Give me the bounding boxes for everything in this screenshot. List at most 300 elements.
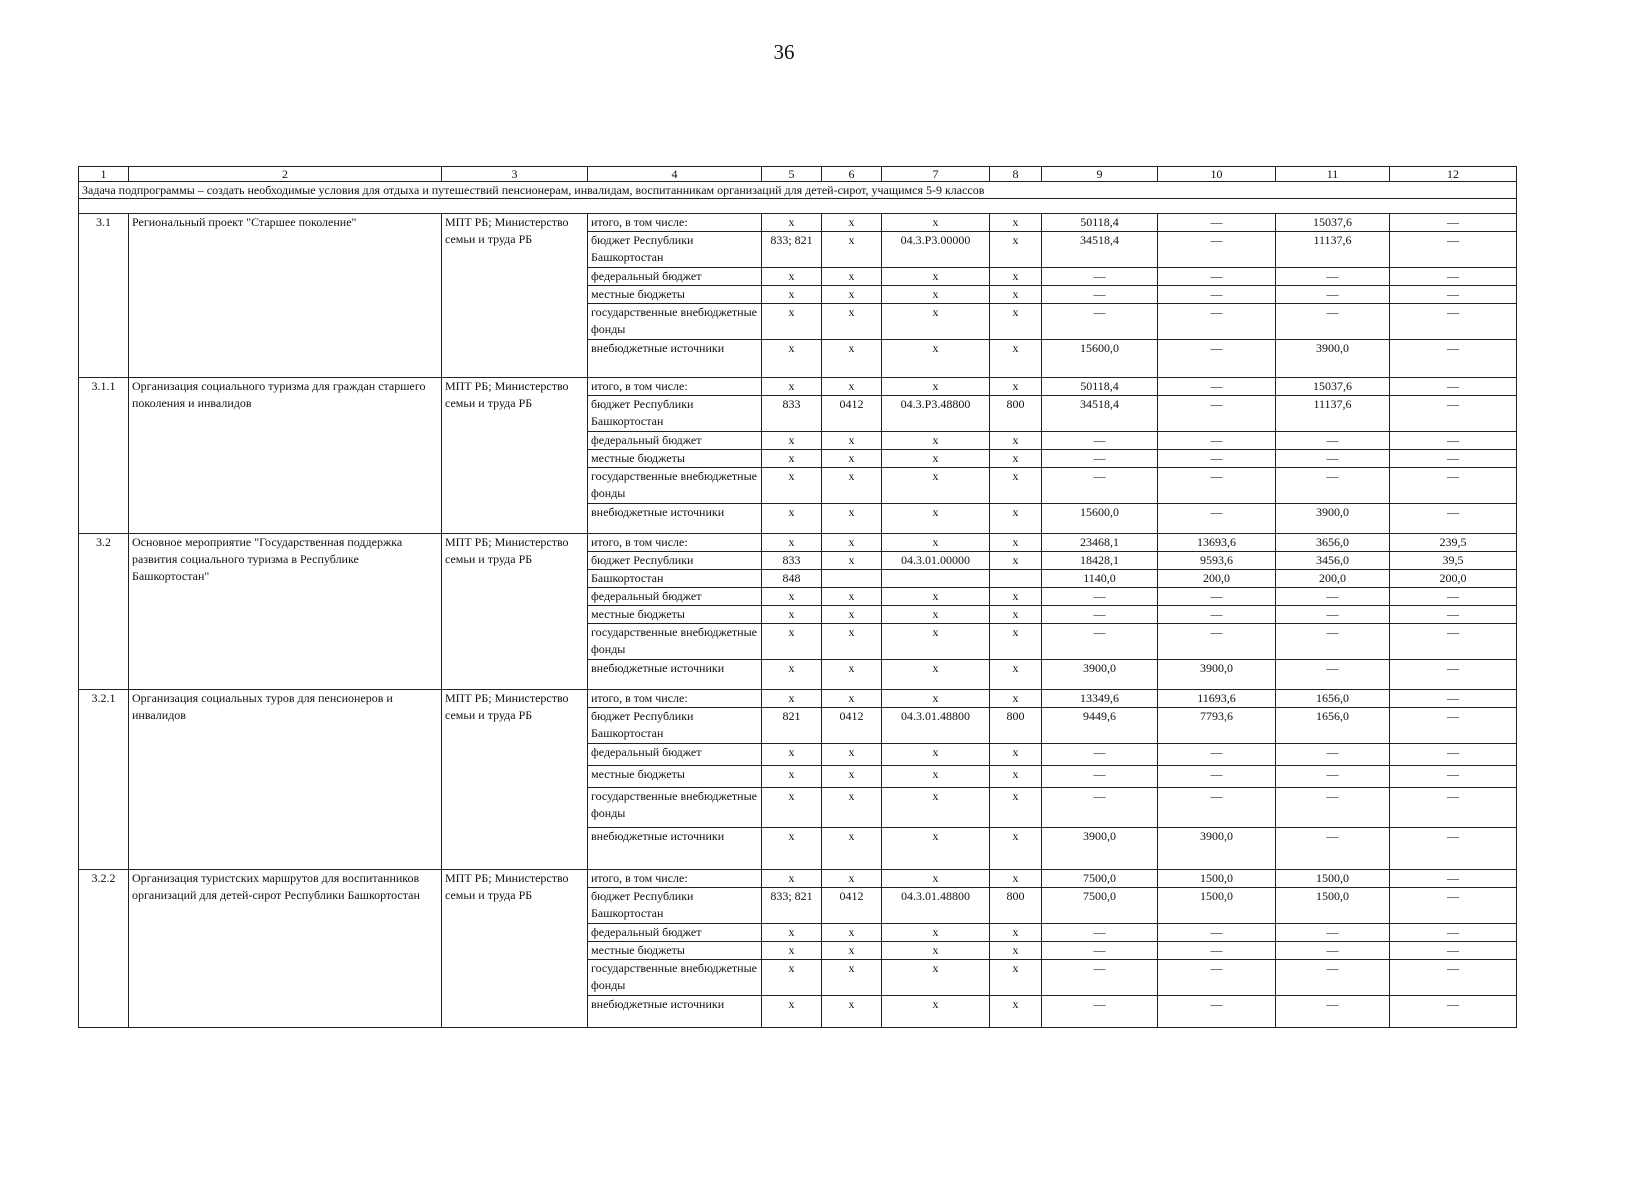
value-10: — xyxy=(1158,766,1276,788)
code-5: x xyxy=(762,942,822,960)
value-9: — xyxy=(1042,268,1158,286)
code-5: 821 xyxy=(762,708,822,744)
value-10: — xyxy=(1158,606,1276,624)
value-12: — xyxy=(1390,340,1517,378)
value-9: — xyxy=(1042,304,1158,340)
code-5: x xyxy=(762,870,822,888)
column-header: 1 xyxy=(79,167,129,182)
code-6: x xyxy=(822,690,882,708)
value-9: — xyxy=(1042,606,1158,624)
program-table xyxy=(78,166,1517,1028)
column-header: 9 xyxy=(1042,167,1158,182)
code-7: x xyxy=(882,744,990,766)
code-6: 0412 xyxy=(822,708,882,744)
code-7: x xyxy=(882,468,990,504)
value-12: — xyxy=(1390,888,1517,924)
value-10: 3900,0 xyxy=(1158,828,1276,870)
value-12: — xyxy=(1390,588,1517,606)
code-5: x xyxy=(762,960,822,996)
code-7: x xyxy=(882,690,990,708)
code-8: x xyxy=(990,766,1042,788)
value-12: — xyxy=(1390,606,1517,624)
funding-source: итого, в том числе: xyxy=(588,378,762,396)
value-10: — xyxy=(1158,432,1276,450)
value-12: — xyxy=(1390,924,1517,942)
code-8: x xyxy=(990,340,1042,378)
value-9: — xyxy=(1042,588,1158,606)
funding-source: государственные внебюджетные фонды xyxy=(588,960,762,996)
code-5: x xyxy=(762,588,822,606)
value-10: 200,0 xyxy=(1158,570,1276,588)
code-7: x xyxy=(882,828,990,870)
value-10: — xyxy=(1158,924,1276,942)
code-7: x xyxy=(882,660,990,690)
value-11: 3656,0 xyxy=(1276,534,1390,552)
code-5: x xyxy=(762,432,822,450)
code-8: x xyxy=(990,924,1042,942)
code-5: 833 xyxy=(762,552,822,570)
code-6: 0412 xyxy=(822,396,882,432)
section-name: Региональный проект "Старшее поколение" xyxy=(129,214,442,378)
value-10: 11693,6 xyxy=(1158,690,1276,708)
code-8: x xyxy=(990,432,1042,450)
value-9: — xyxy=(1042,960,1158,996)
value-9: — xyxy=(1042,624,1158,660)
code-5: x xyxy=(762,606,822,624)
value-12: — xyxy=(1390,268,1517,286)
value-12: — xyxy=(1390,660,1517,690)
code-5: x xyxy=(762,766,822,788)
value-12: — xyxy=(1390,996,1517,1028)
value-12: 39,5 xyxy=(1390,552,1517,570)
code-5: x xyxy=(762,268,822,286)
code-8: x xyxy=(990,534,1042,552)
code-8: x xyxy=(990,606,1042,624)
value-12: — xyxy=(1390,942,1517,960)
column-number-row xyxy=(79,167,1517,182)
code-5: x xyxy=(762,788,822,828)
funding-source: местные бюджеты xyxy=(588,606,762,624)
code-5: x xyxy=(762,340,822,378)
value-11: 11137,6 xyxy=(1276,232,1390,268)
code-6: x xyxy=(822,534,882,552)
value-11: 1656,0 xyxy=(1276,708,1390,744)
funding-source: государственные внебюджетные фонды xyxy=(588,468,762,504)
value-9: — xyxy=(1042,744,1158,766)
value-10: — xyxy=(1158,232,1276,268)
code-6: x xyxy=(822,340,882,378)
value-11: 15037,6 xyxy=(1276,378,1390,396)
value-11: — xyxy=(1276,304,1390,340)
value-10: 1500,0 xyxy=(1158,888,1276,924)
value-11: 1500,0 xyxy=(1276,870,1390,888)
code-7: x xyxy=(882,450,990,468)
task-text: Задача подпрограммы – создать необходимые условия для отдыха и путешествий пенсионерам, инвалидам, воспитанникам организаций для детей-сирот, учащимся 5-9 классов xyxy=(79,182,1517,199)
code-7: x xyxy=(882,942,990,960)
section-number: 3.1.1 xyxy=(79,378,129,534)
code-5: 833; 821 xyxy=(762,232,822,268)
funding-source: внебюджетные источники xyxy=(588,504,762,534)
code-6: x xyxy=(822,232,882,268)
value-12: — xyxy=(1390,378,1517,396)
funding-source: итого, в том числе: xyxy=(588,690,762,708)
code-8: x xyxy=(990,942,1042,960)
value-12: — xyxy=(1390,214,1517,232)
value-10: — xyxy=(1158,996,1276,1028)
code-8: x xyxy=(990,624,1042,660)
code-6: x xyxy=(822,606,882,624)
section-name: Организация социального туризма для граждан старшего поколения и инвалидов xyxy=(129,378,442,534)
code-5: x xyxy=(762,660,822,690)
code-5: x xyxy=(762,690,822,708)
value-11: — xyxy=(1276,624,1390,660)
value-9: 15600,0 xyxy=(1042,504,1158,534)
funding-source: итого, в том числе: xyxy=(588,534,762,552)
column-header: 5 xyxy=(762,167,822,182)
value-11: 3456,0 xyxy=(1276,552,1390,570)
code-6: x xyxy=(822,942,882,960)
value-12: — xyxy=(1390,468,1517,504)
code-8: x xyxy=(990,690,1042,708)
value-11: — xyxy=(1276,788,1390,828)
funding-source: итого, в том числе: xyxy=(588,214,762,232)
code-8: x xyxy=(990,286,1042,304)
code-6: x xyxy=(822,504,882,534)
value-10: — xyxy=(1158,960,1276,996)
value-11: — xyxy=(1276,960,1390,996)
value-11: 3900,0 xyxy=(1276,340,1390,378)
column-header: 2 xyxy=(129,167,442,182)
section-number: 3.2.1 xyxy=(79,690,129,870)
code-6: x xyxy=(822,924,882,942)
section-executor: МПТ РБ; Министерство семьи и труда РБ xyxy=(442,214,588,378)
code-6: x xyxy=(822,468,882,504)
code-7: x xyxy=(882,766,990,788)
code-7: x xyxy=(882,924,990,942)
value-10: — xyxy=(1158,942,1276,960)
funding-source: внебюджетные источники xyxy=(588,996,762,1028)
funding-source: внебюджетные источники xyxy=(588,340,762,378)
code-7 xyxy=(882,570,990,588)
value-9: 3900,0 xyxy=(1042,660,1158,690)
value-12: — xyxy=(1390,690,1517,708)
value-9: — xyxy=(1042,286,1158,304)
code-7: x xyxy=(882,588,990,606)
value-12: — xyxy=(1390,708,1517,744)
code-8: x xyxy=(990,378,1042,396)
code-6: 0412 xyxy=(822,888,882,924)
value-10: — xyxy=(1158,744,1276,766)
value-12: — xyxy=(1390,828,1517,870)
section-executor: МПТ РБ; Министерство семьи и труда РБ xyxy=(442,378,588,534)
table-row xyxy=(79,534,1517,552)
funding-source: государственные внебюджетные фонды xyxy=(588,624,762,660)
code-7: x xyxy=(882,996,990,1028)
value-10: — xyxy=(1158,468,1276,504)
code-8: x xyxy=(990,996,1042,1028)
value-12: 200,0 xyxy=(1390,570,1517,588)
value-11: — xyxy=(1276,588,1390,606)
value-11: 11137,6 xyxy=(1276,396,1390,432)
funding-source: бюджет Республики Башкортостан xyxy=(588,888,762,924)
code-6: x xyxy=(822,744,882,766)
code-8: x xyxy=(990,552,1042,570)
value-9: — xyxy=(1042,996,1158,1028)
code-7: 04.3.01.48800 xyxy=(882,708,990,744)
code-7: x xyxy=(882,268,990,286)
code-6: x xyxy=(822,660,882,690)
code-5: x xyxy=(762,286,822,304)
value-12: — xyxy=(1390,870,1517,888)
code-5: 848 xyxy=(762,570,822,588)
funding-source: бюджет Республики Башкортостан xyxy=(588,708,762,744)
code-7: x xyxy=(882,286,990,304)
code-8: x xyxy=(990,214,1042,232)
code-6: x xyxy=(822,552,882,570)
code-8: 800 xyxy=(990,396,1042,432)
code-8: x xyxy=(990,450,1042,468)
funding-source: внебюджетные источники xyxy=(588,660,762,690)
value-9: 13349,6 xyxy=(1042,690,1158,708)
section-number: 3.2.2 xyxy=(79,870,129,1028)
value-10: — xyxy=(1158,624,1276,660)
funding-source: местные бюджеты xyxy=(588,942,762,960)
code-8: x xyxy=(990,744,1042,766)
value-9: — xyxy=(1042,450,1158,468)
code-6: x xyxy=(822,870,882,888)
value-12: — xyxy=(1390,744,1517,766)
section-executor: МПТ РБ; Министерство семьи и труда РБ xyxy=(442,534,588,690)
code-8: x xyxy=(990,960,1042,996)
code-5: x xyxy=(762,214,822,232)
funding-source: федеральный бюджет xyxy=(588,588,762,606)
code-8: x xyxy=(990,232,1042,268)
code-8: x xyxy=(990,660,1042,690)
code-7: 04.3.P3.00000 xyxy=(882,232,990,268)
value-10: — xyxy=(1158,450,1276,468)
code-5: x xyxy=(762,304,822,340)
code-5: x xyxy=(762,996,822,1028)
value-11: — xyxy=(1276,606,1390,624)
code-8: 800 xyxy=(990,888,1042,924)
code-7: x xyxy=(882,304,990,340)
code-6 xyxy=(822,570,882,588)
code-6: x xyxy=(822,960,882,996)
section-number: 3.2 xyxy=(79,534,129,690)
code-5: x xyxy=(762,378,822,396)
value-11: — xyxy=(1276,828,1390,870)
section-name: Организация социальных туров для пенсионеров и инвалидов xyxy=(129,690,442,870)
value-9: — xyxy=(1042,788,1158,828)
value-11: — xyxy=(1276,286,1390,304)
code-6: x xyxy=(822,450,882,468)
value-10: — xyxy=(1158,588,1276,606)
column-header: 4 xyxy=(588,167,762,182)
value-11: 3900,0 xyxy=(1276,504,1390,534)
table-row xyxy=(79,690,1517,708)
table-row xyxy=(79,214,1517,232)
value-11: — xyxy=(1276,268,1390,286)
value-10: 13693,6 xyxy=(1158,534,1276,552)
value-12: — xyxy=(1390,432,1517,450)
value-9: 9449,6 xyxy=(1042,708,1158,744)
value-9: 3900,0 xyxy=(1042,828,1158,870)
column-header: 11 xyxy=(1276,167,1390,182)
code-5: x xyxy=(762,624,822,660)
funding-source: федеральный бюджет xyxy=(588,744,762,766)
funding-source: государственные внебюджетные фонды xyxy=(588,304,762,340)
value-10: — xyxy=(1158,396,1276,432)
code-6: x xyxy=(822,286,882,304)
section-executor: МПТ РБ; Министерство семьи и труда РБ xyxy=(442,690,588,870)
value-10: 3900,0 xyxy=(1158,660,1276,690)
code-7: x xyxy=(882,870,990,888)
section-name: Организация туристских маршрутов для воспитанников организаций для детей-сирот Республики Башкортостан xyxy=(129,870,442,1028)
column-header: 10 xyxy=(1158,167,1276,182)
value-12: — xyxy=(1390,396,1517,432)
code-5: 833 xyxy=(762,396,822,432)
value-9: 34518,4 xyxy=(1042,396,1158,432)
value-11: 15037,6 xyxy=(1276,214,1390,232)
code-5: x xyxy=(762,534,822,552)
code-5: x xyxy=(762,468,822,504)
value-12: — xyxy=(1390,788,1517,828)
code-8: x xyxy=(990,268,1042,286)
code-6: x xyxy=(822,766,882,788)
code-6: x xyxy=(822,828,882,870)
funding-source: итого, в том числе: xyxy=(588,870,762,888)
task-gap-row xyxy=(79,199,1517,214)
code-6: x xyxy=(822,996,882,1028)
code-6: x xyxy=(822,214,882,232)
column-header: 8 xyxy=(990,167,1042,182)
page-number: 36 xyxy=(773,40,795,64)
value-9: — xyxy=(1042,766,1158,788)
code-8: x xyxy=(990,788,1042,828)
funding-source: бюджет Республики Башкортостан xyxy=(588,396,762,432)
code-7: x xyxy=(882,788,990,828)
code-7: x xyxy=(882,340,990,378)
code-6: x xyxy=(822,588,882,606)
code-8: x xyxy=(990,504,1042,534)
code-5: x xyxy=(762,828,822,870)
value-11: — xyxy=(1276,996,1390,1028)
value-11: 200,0 xyxy=(1276,570,1390,588)
value-11: — xyxy=(1276,744,1390,766)
task-row xyxy=(79,182,1517,199)
spacer xyxy=(79,199,1517,214)
funding-source: внебюджетные источники xyxy=(588,828,762,870)
value-12: — xyxy=(1390,232,1517,268)
table-row xyxy=(79,378,1517,396)
code-7: x xyxy=(882,534,990,552)
code-7: x xyxy=(882,432,990,450)
code-6: x xyxy=(822,304,882,340)
value-9: — xyxy=(1042,468,1158,504)
value-11: — xyxy=(1276,450,1390,468)
code-5: x xyxy=(762,744,822,766)
value-11: — xyxy=(1276,432,1390,450)
value-10: — xyxy=(1158,340,1276,378)
code-7: x xyxy=(882,378,990,396)
code-6: x xyxy=(822,268,882,286)
column-header: 3 xyxy=(442,167,588,182)
code-7: x xyxy=(882,606,990,624)
value-10: 1500,0 xyxy=(1158,870,1276,888)
value-10: 9593,6 xyxy=(1158,552,1276,570)
value-9: 50118,4 xyxy=(1042,214,1158,232)
code-8: x xyxy=(990,468,1042,504)
code-8: 800 xyxy=(990,708,1042,744)
column-header: 12 xyxy=(1390,167,1517,182)
value-12: — xyxy=(1390,504,1517,534)
value-10: — xyxy=(1158,214,1276,232)
code-7: x xyxy=(882,214,990,232)
value-9: 34518,4 xyxy=(1042,232,1158,268)
funding-source: федеральный бюджет xyxy=(588,432,762,450)
code-8 xyxy=(990,570,1042,588)
funding-source: бюджет Республики xyxy=(588,552,762,570)
value-10: — xyxy=(1158,504,1276,534)
value-10: 7793,6 xyxy=(1158,708,1276,744)
value-12: 239,5 xyxy=(1390,534,1517,552)
code-7: 04.3.P3.48800 xyxy=(882,396,990,432)
code-7: x xyxy=(882,960,990,996)
code-5: x xyxy=(762,450,822,468)
value-9: 1140,0 xyxy=(1042,570,1158,588)
section-name: Основное мероприятие "Государственная поддержка развития социального туризма в Республике Башкортостан" xyxy=(129,534,442,690)
code-7: 04.3.01.48800 xyxy=(882,888,990,924)
value-10: — xyxy=(1158,286,1276,304)
value-11: — xyxy=(1276,766,1390,788)
code-5: x xyxy=(762,924,822,942)
value-12: — xyxy=(1390,766,1517,788)
column-header: 6 xyxy=(822,167,882,182)
code-6: x xyxy=(822,378,882,396)
value-11: — xyxy=(1276,660,1390,690)
value-9: 7500,0 xyxy=(1042,870,1158,888)
funding-source: бюджет Республики Башкортостан xyxy=(588,232,762,268)
column-header: 7 xyxy=(882,167,990,182)
value-12: — xyxy=(1390,960,1517,996)
value-11: — xyxy=(1276,942,1390,960)
table-row xyxy=(79,870,1517,888)
funding-source: местные бюджеты xyxy=(588,766,762,788)
code-8: x xyxy=(990,870,1042,888)
value-9: 15600,0 xyxy=(1042,340,1158,378)
code-6: x xyxy=(822,432,882,450)
code-7: x xyxy=(882,504,990,534)
value-11: — xyxy=(1276,468,1390,504)
value-9: — xyxy=(1042,924,1158,942)
code-5: 833; 821 xyxy=(762,888,822,924)
value-10: — xyxy=(1158,378,1276,396)
value-9: 7500,0 xyxy=(1042,888,1158,924)
value-10: — xyxy=(1158,788,1276,828)
value-12: — xyxy=(1390,286,1517,304)
funding-source: федеральный бюджет xyxy=(588,268,762,286)
value-9: 50118,4 xyxy=(1042,378,1158,396)
value-11: 1500,0 xyxy=(1276,888,1390,924)
value-12: — xyxy=(1390,450,1517,468)
funding-source: местные бюджеты xyxy=(588,450,762,468)
code-8: x xyxy=(990,828,1042,870)
value-9: — xyxy=(1042,432,1158,450)
value-9: — xyxy=(1042,942,1158,960)
code-8: x xyxy=(990,304,1042,340)
value-9: 23468,1 xyxy=(1042,534,1158,552)
code-6: x xyxy=(822,788,882,828)
